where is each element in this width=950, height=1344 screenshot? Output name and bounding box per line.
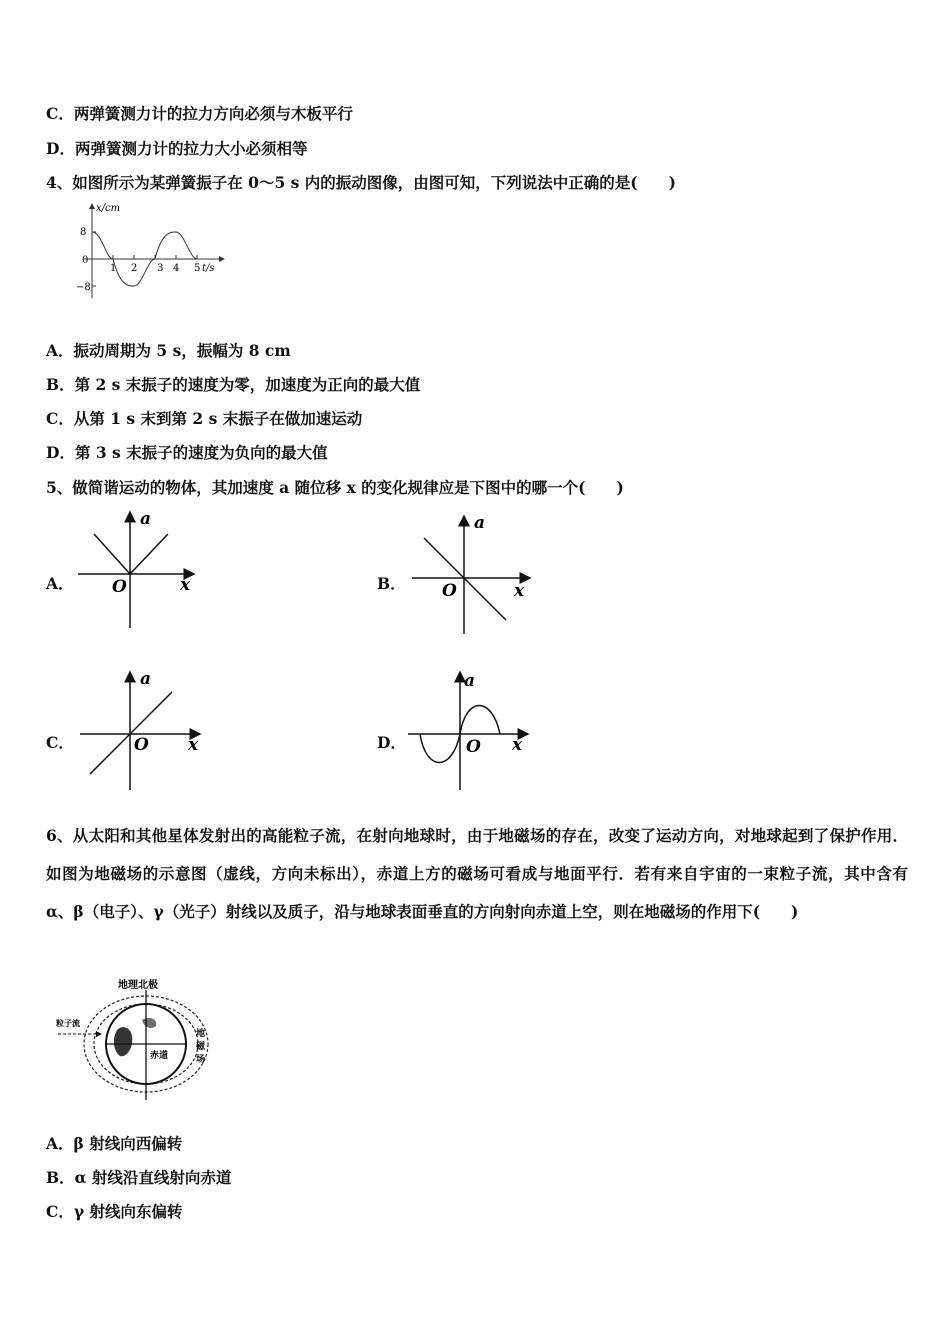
q4-xtick-3: 3 bbox=[157, 263, 164, 274]
q5-stem: 5、做简谐运动的物体，其加速度 a 随位移 x 的变化规律应是下图中的哪一个( ) bbox=[46, 478, 624, 497]
svg-text:a: a bbox=[464, 671, 476, 691]
svg-text:a: a bbox=[474, 513, 486, 533]
q6-field-label-3: 场 bbox=[196, 1055, 206, 1065]
q5-graph-a bbox=[76, 508, 206, 632]
q6-geomagnetic-figure bbox=[46, 978, 221, 1103]
q5-graph-b bbox=[406, 512, 536, 636]
svg-text:a: a bbox=[140, 509, 152, 529]
q5-b-negative-line bbox=[424, 538, 506, 620]
q6-equator-label: 赤道 bbox=[150, 1051, 169, 1061]
svg-text:O: O bbox=[134, 735, 149, 755]
q4-xtick-4: 4 bbox=[173, 263, 180, 274]
q3-option-c: C．两弹簧测力计的拉力方向必须与木板平行 bbox=[46, 104, 353, 123]
svg-text:O: O bbox=[442, 581, 457, 601]
q4-xtick-2: 2 bbox=[131, 263, 138, 274]
svg-text:x: x bbox=[180, 575, 191, 595]
q4-vibration-graph bbox=[74, 198, 234, 306]
q4-ytick-0: 0 bbox=[82, 255, 89, 266]
svg-text:x: x bbox=[188, 735, 199, 755]
q6-option-c: C．γ 射线向东偏转 bbox=[46, 1202, 183, 1221]
q6-field-label-1: 地 bbox=[196, 1029, 206, 1039]
q5-a-v-line bbox=[94, 534, 168, 574]
q6-option-b: B．α 射线沿直线射向赤道 bbox=[46, 1168, 232, 1187]
q5-graph-d bbox=[404, 668, 536, 792]
svg-text:x: x bbox=[512, 735, 523, 755]
q4-option-d: D．第 3 s 末振子的速度为负向的最大值 bbox=[46, 443, 328, 462]
q4-option-c: C．从第 1 s 末到第 2 s 末振子在做加速运动 bbox=[46, 409, 363, 428]
q6-stream-label: 粒子流 bbox=[56, 1018, 80, 1028]
q6-north-label: 地理北极 bbox=[118, 980, 158, 991]
q6-field-label-2: 磁 bbox=[196, 1042, 206, 1052]
q5-c-positive-line bbox=[90, 692, 172, 774]
q4-xtick-5: 5 bbox=[194, 263, 201, 274]
q6-stem: 6、从太阳和其他星体发射出的高能粒子流，在射向地球时，由于地磁场的存在，改变了运动方向，对地球起到了保护作用．如图为地磁场的示意图（虚线，方向未标出），赤道上方的磁场可看成与地面平行．若有来自宇宙的一束粒子流，其中含有 α、β（电子）、γ（光子）射线以及质子，沿与地球表面垂直的方向射向赤道上空，则在地磁场的作用下( ) bbox=[46, 826, 908, 921]
q4-option-a: A．振动周期为 5 s，振幅为 8 cm bbox=[46, 341, 291, 360]
svg-text:O: O bbox=[466, 737, 481, 757]
q3-option-d: D．两弹簧测力计的拉力大小必须相等 bbox=[46, 139, 308, 158]
q5-graph-c bbox=[78, 668, 208, 792]
q4-xtick-1: 1 bbox=[110, 263, 117, 274]
q5-label-c: C． bbox=[46, 733, 74, 752]
q4-xlabel: t/s bbox=[202, 263, 215, 274]
q4-option-b: B．第 2 s 末振子的速度为零，加速度为正向的最大值 bbox=[46, 375, 421, 394]
svg-text:O: O bbox=[112, 577, 127, 597]
q6-option-a: A．β 射线向西偏转 bbox=[46, 1134, 183, 1153]
svg-text:a: a bbox=[140, 669, 152, 689]
svg-text:x: x bbox=[514, 581, 525, 601]
q4-ytick-8: 8 bbox=[80, 227, 87, 238]
q4-stem: 4、如图所示为某弹簧振子在 0～5 s 内的振动图像，由图可知，下列说法中正确的是( ) bbox=[46, 173, 676, 192]
q5-label-a: A． bbox=[46, 574, 74, 593]
q4-ytick-neg8: −8 bbox=[76, 282, 91, 293]
q5-label-b: B． bbox=[377, 574, 406, 593]
q5-label-d: D． bbox=[377, 733, 406, 752]
q4-ylabel: x/cm bbox=[96, 203, 121, 214]
